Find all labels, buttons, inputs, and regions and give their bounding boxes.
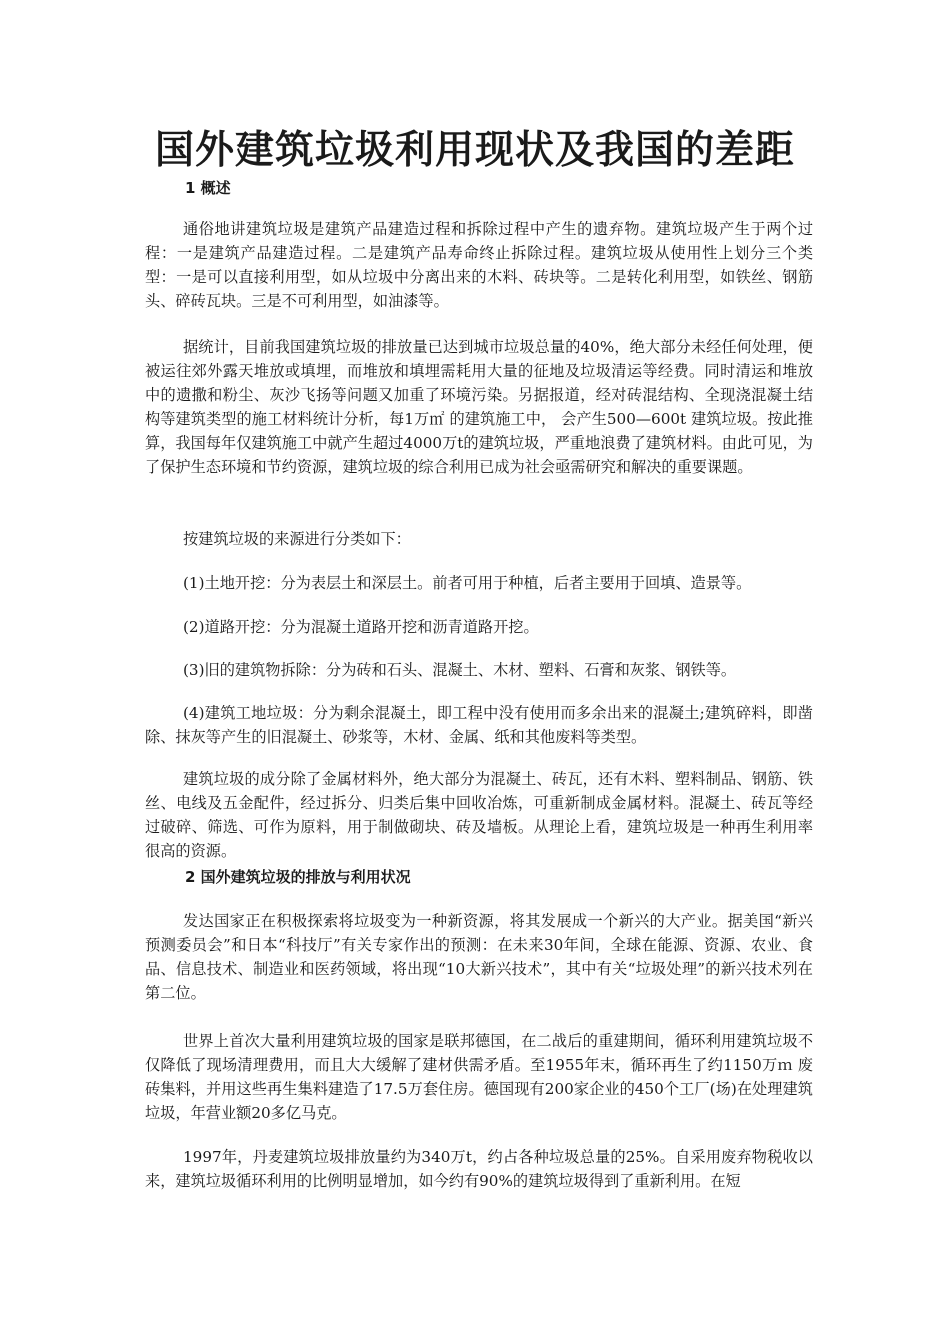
section-1-list-item-2: (2)道路开挖：分为混凝土道路开挖和沥青道路开挖。	[183, 618, 539, 636]
document-title: 国外建筑垃圾利用现状及我国的差距	[154, 128, 795, 173]
section-1-heading: 1 概述	[185, 179, 231, 197]
section-2-paragraph-1: 发达国家正在积极探索将垃圾变为一种新资源，将其发展成一个新兴的大产业。据美国“新兴预测委员会”和日本“科技厅”有关专家作出的预测：在未来30年间，全球在能源、资源、农业、食品、信息技术、制造业和医药领域，将出现“10大新兴技术”，其中有关“垃圾处理”的新兴技术列在第二位。	[145, 912, 813, 1002]
section-1-paragraph-8: 建筑垃圾的成分除了金属材料外，绝大部分为混凝土、砖瓦，还有木料、塑料制品、钢筋、铁丝、电线及五金配件，经过拆分、归类后集中回收冶炼，可重新制成金属材料。混凝土、砖瓦等经过破碎、筛选、可作为原料，用于制做砌块、砖及墙板。从理论上看，建筑垃圾是一种再生利用率很高的资源。	[145, 770, 813, 860]
section-1-paragraph-3: 按建筑垃圾的来源进行分类如下：	[183, 530, 411, 548]
section-2-paragraph-3: 1997年，丹麦建筑垃圾排放量约为340万t，约占各种垃圾总量的25%。自采用废弃物税收以来，建筑垃圾循环利用的比例明显增加，如今约有90%的建筑垃圾得到了重新利用。在短	[145, 1148, 813, 1190]
section-2-paragraph-2: 世界上首次大量利用建筑垃圾的国家是联邦德国，在二战后的重建期间，循环利用建筑垃圾不仅降低了现场清理费用，而且大大缓解了建材供需矛盾。至1955年末，循环再生了约1150万ｍ 废砖集料，并用这些再生集料建造了17.5万套住房。德国现有200家企业的450个工厂(场)在处理建筑垃圾，年营业额20多亿马克。	[145, 1032, 813, 1122]
section-1-list-item-1: (1)土地开挖：分为表层土和深层土。前者可用于种植，后者主要用于回填、造景等。	[183, 574, 752, 592]
section-1-paragraph-2: 据统计，目前我国建筑垃圾的排放量已达到城市垃圾总量的40%，绝大部分未经任何处理，便被运往郊外露天堆放或填埋，而堆放和填埋需耗用大量的征地及垃圾清运等经费。同时清运和堆放中的遗撒和粉尘、灰沙飞扬等问题又加重了环境污染。另据报道，经对砖混结构、全现浇混凝土结构等建筑类型的施工材料统计分析，每1万㎡ 的建筑施工中， 会产生500—600t 建筑垃圾。按此推算，我国每年仅建筑施工中就产生超过4000万t的建筑垃圾，严重地浪费了建筑材料。由此可见，为了保护生态环境和节约资源，建筑垃圾的综合利用已成为社会亟需研究和解决的重要课题。	[145, 338, 813, 476]
section-1-paragraph-1: 通俗地讲建筑垃圾是建筑产品建造过程和拆除过程中产生的遗弃物。建筑垃圾产生于两个过程：一是建筑产品建造过程。二是建筑产品寿命终止拆除过程。建筑垃圾从使用性上划分三个类型：一是可以直接利用型，如从垃圾中分离出来的木料、砖块等。二是转化利用型，如铁丝、钢筋头、碎砖瓦块。三是不可利用型，如油漆等。	[145, 220, 813, 310]
section-1-list-item-4: (4)建筑工地垃圾：分为剩余混凝土，即工程中没有使用而多余出来的混凝土;建筑碎料，即凿除、抹灰等产生的旧混凝土、砂浆等，木材、金属、纸和其他废料等类型。	[145, 704, 813, 746]
section-2-heading: 2 国外建筑垃圾的排放与利用状况	[185, 868, 411, 886]
section-1-list-item-3: (3)旧的建筑物拆除：分为砖和石头、混凝土、木材、塑料、石膏和灰浆、钢铁等。	[183, 661, 737, 679]
